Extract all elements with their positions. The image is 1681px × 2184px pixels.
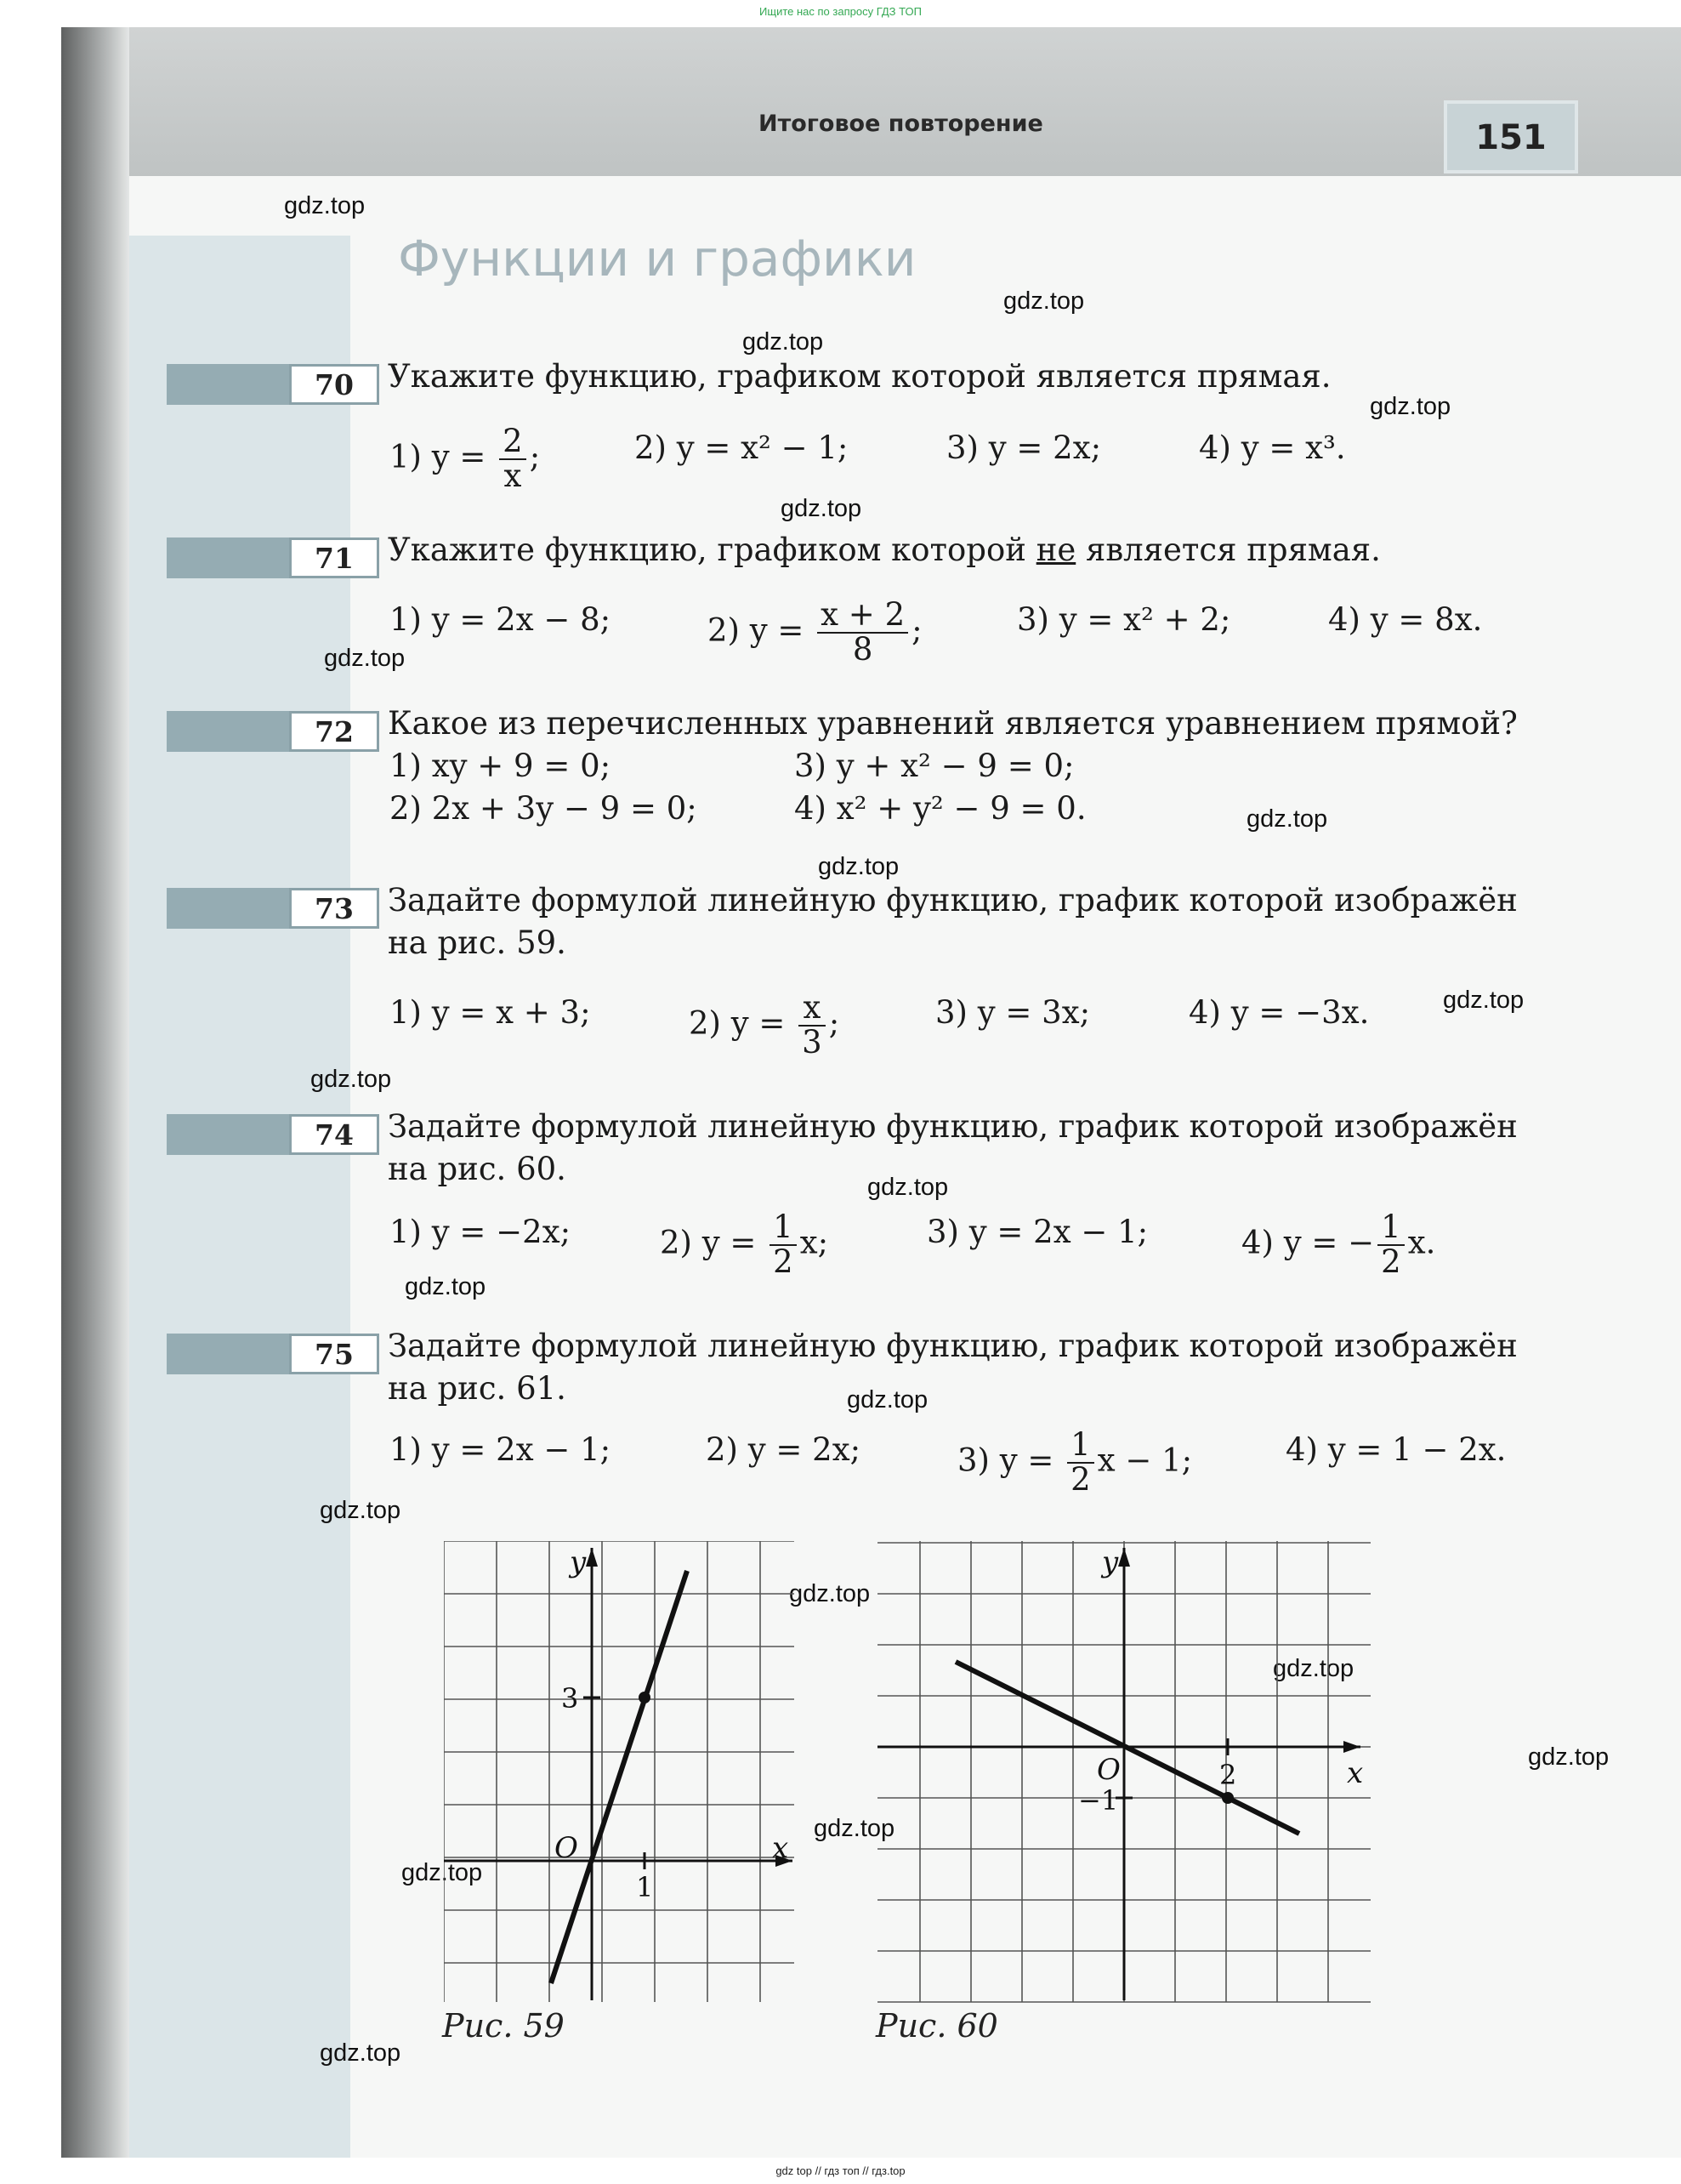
figure-caption: Рис. 59 — [442, 2007, 565, 2045]
answer-option: 2) y = $\frac{1}{2}$ x; — [660, 1209, 829, 1280]
answer-option: 2) y = 2x; — [706, 1431, 861, 1468]
y-axis-arrow — [1118, 1548, 1130, 1567]
answer-option: 2) y = x² − 1; — [634, 429, 849, 466]
watermark: gdz.top — [789, 1580, 871, 1607]
graph-point — [1222, 1792, 1234, 1804]
figure-caption: Рис. 60 — [876, 2007, 998, 2045]
tick-label-x: 2 — [1219, 1759, 1237, 1791]
watermark: gdz.top — [310, 1066, 392, 1093]
problem-text: Укажите функцию, графиком которой не является прямая. — [388, 532, 1381, 568]
label-origin: O — [1097, 1753, 1121, 1787]
watermark: gdz.top — [742, 328, 824, 355]
watermark: gdz.top — [1443, 987, 1525, 1014]
problem-text: Задайте формулой линейную функцию, график которой изображён — [388, 1328, 1518, 1364]
answer-option: 2) y = $\frac{x + 2}{8}$ ; — [707, 596, 923, 668]
answer-option: 1) xy + 9 = 0; — [389, 748, 611, 784]
problem-text: Задайте формулой линейную функцию, график которой изображён — [388, 882, 1518, 919]
section-heading: Итоговое повторение — [758, 111, 1043, 137]
problem-marker-bar — [167, 1114, 294, 1155]
answer-option: 1) y = 2x − 8; — [389, 601, 611, 638]
problem-text: Какое из перечисленных уравнений является уравнением прямой? — [388, 705, 1518, 742]
label-y: y — [1102, 1545, 1119, 1579]
problem-number: 71 — [289, 537, 379, 578]
problem-number: 75 — [289, 1334, 379, 1374]
figure-60-graph — [877, 1541, 1371, 2009]
problem-text: на рис. 59. — [388, 924, 566, 961]
graph-line — [551, 1571, 687, 1983]
watermark: gdz.top — [847, 1386, 929, 1413]
watermark: gdz.top — [781, 495, 862, 522]
y-axis-arrow — [586, 1548, 598, 1567]
watermark: gdz.top — [1247, 805, 1328, 833]
problem-number: 73 — [289, 888, 379, 929]
answer-option: 4) y = 1 − 2x. — [1286, 1431, 1507, 1468]
watermark: gdz.top — [1273, 1655, 1354, 1682]
answer-option: 2) y = $\frac{x}{3}$ ; — [689, 989, 840, 1061]
watermark: gdz.top — [867, 1174, 949, 1201]
problem-number: 74 — [289, 1114, 379, 1155]
problem-number: 72 — [289, 711, 379, 752]
page-gutter — [61, 27, 129, 2158]
label-x: x — [1347, 1756, 1364, 1790]
answer-option: 4) y = − $\frac{1}{2}$ x. — [1241, 1209, 1436, 1280]
bottom-note: gdz top // гдз топ // гдз.top — [775, 2164, 906, 2177]
problem-text: Укажите функцию, графиком которой является прямая. — [388, 358, 1332, 395]
watermark: gdz.top — [405, 1273, 486, 1300]
watermark: gdz.top — [814, 1815, 895, 1842]
answer-option: 1) y = x + 3; — [389, 994, 591, 1031]
answer-option: 2) 2x + 3y − 9 = 0; — [389, 790, 697, 827]
problem-marker-bar — [167, 364, 294, 405]
answer-option: 3) y = $\frac{1}{2}$ x − 1; — [957, 1426, 1193, 1498]
watermark: gdz.top — [320, 1497, 401, 1524]
problem-number: 70 — [289, 364, 379, 405]
top-note: Ищите нас по запросу ГДЗ ТОП — [759, 5, 922, 18]
problem-text: на рис. 61. — [388, 1370, 566, 1407]
answer-option: 4) y = 8x. — [1328, 601, 1483, 638]
answer-option: 3) y = x² + 2; — [1017, 601, 1231, 638]
watermark: gdz.top — [1528, 1743, 1610, 1771]
answer-option: 4) x² + y² − 9 = 0. — [794, 790, 1087, 827]
problem-marker-bar — [167, 888, 294, 929]
answer-option: 3) y + x² − 9 = 0; — [794, 748, 1075, 784]
graph-point — [639, 1692, 650, 1703]
problem-text: на рис. 60. — [388, 1151, 566, 1187]
chapter-title: Функции и графики — [398, 230, 917, 287]
answer-option: 1) y = 2x − 1; — [389, 1431, 611, 1468]
watermark: gdz.top — [320, 2039, 401, 2067]
problem-marker-bar — [167, 1334, 294, 1374]
answer-option: 4) y = x³. — [1199, 429, 1346, 466]
margin-sidebar — [129, 236, 350, 2158]
figure-59-graph — [444, 1541, 801, 2009]
problem-marker-bar — [167, 537, 294, 578]
watermark: gdz.top — [284, 192, 366, 219]
label-x: x — [772, 1831, 789, 1865]
x-axis-arrow — [1343, 1741, 1360, 1753]
answer-option: 3) y = 2x − 1; — [927, 1214, 1149, 1250]
answer-option: 1) y = $\frac{2}{x}$ ; — [389, 423, 541, 494]
watermark: gdz.top — [818, 853, 900, 880]
answer-option: 3) y = 2x; — [946, 429, 1102, 466]
answer-option: 4) y = −3x. — [1189, 994, 1370, 1031]
answer-option: 3) y = 3x; — [935, 994, 1091, 1031]
label-origin: O — [554, 1831, 578, 1865]
page-number: 151 — [1444, 100, 1578, 173]
problem-text: Задайте формулой линейную функцию, график которой изображён — [388, 1108, 1518, 1145]
watermark: gdz.top — [324, 645, 406, 672]
watermark: gdz.top — [1003, 287, 1085, 315]
tick-label-y: −1 — [1078, 1784, 1119, 1817]
watermark: gdz.top — [1370, 393, 1451, 420]
tick-label-x: 1 — [636, 1871, 654, 1903]
problem-marker-bar — [167, 711, 294, 752]
answer-option: 1) y = −2x; — [389, 1214, 571, 1250]
tick-label-y: 3 — [561, 1682, 579, 1715]
label-y: y — [570, 1545, 587, 1579]
watermark: gdz.top — [401, 1859, 483, 1886]
